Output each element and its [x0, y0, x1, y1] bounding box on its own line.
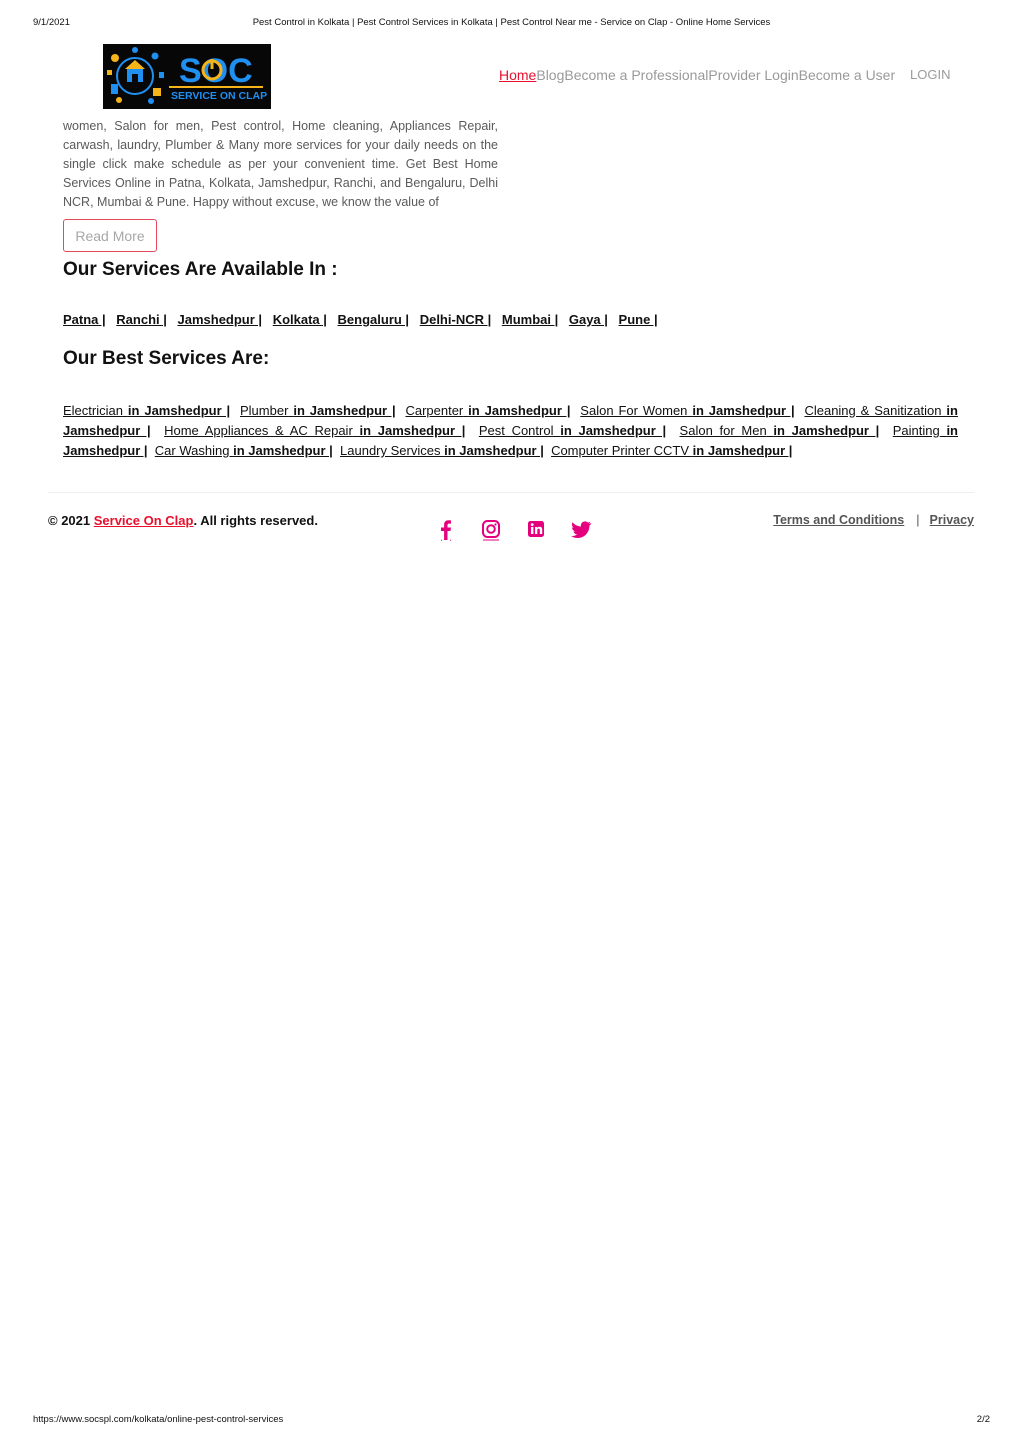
- brand-link[interactable]: Service On Clap: [93, 513, 194, 528]
- login-link[interactable]: LOGIN: [910, 67, 951, 82]
- print-page-number: 2/2: [976, 1414, 990, 1425]
- service-location: in Jamshedpur |: [359, 423, 466, 438]
- footer-divider: [48, 492, 974, 493]
- nav-become-user[interactable]: Become a User: [798, 67, 896, 83]
- service-link-salon-women[interactable]: [580, 403, 794, 418]
- city-link-delhi-ncr[interactable]: Delhi-NCR |: [419, 312, 492, 327]
- print-header: [33, 17, 990, 31]
- city-link-jamshedpur[interactable]: Jamshedpur |: [177, 312, 263, 327]
- nav-home[interactable]: Home: [499, 67, 537, 83]
- available-title: Our Services Are Available In :: [63, 259, 338, 280]
- service-location: in Jamshedpur |: [692, 403, 795, 418]
- best-services-title: Our Best Services Are:: [63, 348, 270, 369]
- nav-blog[interactable]: Blog: [536, 67, 565, 83]
- legal-separator: |: [916, 513, 920, 527]
- print-doc-title: Pest Control in Kolkata | Pest Control Services in Kolkata | Pest Control Near me - Service on Clap - Online Home Services: [252, 17, 771, 28]
- service-location: in Jamshedpur |: [63, 403, 958, 438]
- logo[interactable]: [103, 44, 271, 109]
- legal-links: [773, 513, 974, 527]
- service-link-electrician[interactable]: [63, 403, 230, 418]
- city-link-kolkata[interactable]: Kolkata |: [272, 312, 327, 327]
- service-location: in Jamshedpur |: [293, 403, 396, 418]
- service-name: Computer Printer CCTV: [551, 443, 690, 458]
- service-name: Pest Control: [478, 423, 554, 438]
- logo-graphic: [103, 44, 271, 109]
- read-more-button[interactable]: Read More: [63, 219, 157, 252]
- service-location: in Jamshedpur |: [444, 443, 544, 458]
- city-link-gaya[interactable]: Gaya |: [568, 312, 608, 327]
- service-name: Plumber: [240, 403, 289, 418]
- nav-become-professional[interactable]: Become a Professional: [564, 67, 709, 83]
- svg-text:SOC: SOC: [179, 52, 253, 90]
- service-name: Laundry Services: [340, 443, 441, 458]
- service-location: in Jamshedpur |: [773, 423, 880, 438]
- terms-link[interactable]: Terms and Conditions: [773, 513, 905, 527]
- service-link-computer-cctv[interactable]: [551, 443, 792, 458]
- print-footer: [33, 1414, 990, 1428]
- privacy-link[interactable]: Privacy: [929, 513, 974, 527]
- city-link-patna[interactable]: Patna |: [63, 312, 106, 327]
- service-name: Salon for Men: [679, 423, 767, 438]
- svg-text:SERVICE ON CLAP: SERVICE ON CLAP: [171, 90, 268, 102]
- service-name: Home Appliances & AC Repair: [164, 423, 353, 438]
- nav-provider-login[interactable]: Provider Login: [708, 67, 799, 83]
- copyright-suffix: . All rights reserved.: [193, 513, 318, 528]
- service-location: in Jamshedpur |: [692, 443, 793, 458]
- city-link-bengaluru[interactable]: Bengaluru |: [337, 312, 410, 327]
- twitter-icon[interactable]: [569, 519, 593, 541]
- print-url: https://www.socspl.com/kolkata/online-pest-control-services: [33, 1414, 284, 1425]
- copyright-prefix: © 2021: [48, 513, 94, 528]
- service-location: in Jamshedpur |: [127, 403, 231, 418]
- service-link-pest-control[interactable]: [479, 423, 666, 438]
- service-name: Cleaning & Sanitization: [804, 403, 942, 418]
- intro-text: women, Salon for men, Pest control, Home cleaning, Appliances Repair, carwash, laundry, Plumber & Many more services for your daily needs on the single click make schedule as per your convenient time. Get Best Home Services Online in Patna, Kolkata, Jamshedpur, Ranchi, and Bengaluru, Delhi NCR, Mumbai & Pune. Happy without excuse, we know the value of: [63, 118, 498, 209]
- linkedin-icon[interactable]: [524, 519, 548, 541]
- city-link-ranchi[interactable]: Ranchi |: [116, 312, 167, 327]
- facebook-icon[interactable]: [434, 519, 458, 541]
- service-name: Painting: [892, 423, 940, 438]
- service-name: Carpenter: [405, 403, 464, 418]
- service-link-salon-men[interactable]: [680, 423, 880, 438]
- social-links: [434, 519, 593, 541]
- main-nav: [499, 67, 895, 83]
- instagram-icon[interactable]: [479, 519, 503, 541]
- service-list: [63, 401, 958, 461]
- service-name: Electrician: [63, 403, 123, 418]
- copyright: [48, 513, 318, 528]
- service-name: Car Washing: [154, 443, 230, 458]
- city-link-mumbai[interactable]: Mumbai |: [501, 312, 559, 327]
- city-link-pune[interactable]: Pune |: [618, 312, 658, 327]
- service-link-laundry[interactable]: [340, 443, 544, 458]
- service-link-car-washing[interactable]: [155, 443, 333, 458]
- print-date: 9/1/2021: [33, 17, 70, 28]
- service-link-appliances[interactable]: [164, 423, 465, 438]
- service-location: in Jamshedpur |: [233, 443, 333, 458]
- service-link-plumber[interactable]: [240, 403, 396, 418]
- service-location: in Jamshedpur |: [560, 423, 667, 438]
- city-list: [63, 312, 665, 327]
- service-location: in Jamshedpur |: [63, 423, 958, 458]
- service-name: Salon For Women: [580, 403, 688, 418]
- service-location: in Jamshedpur |: [468, 403, 571, 418]
- service-link-carpenter[interactable]: [405, 403, 570, 418]
